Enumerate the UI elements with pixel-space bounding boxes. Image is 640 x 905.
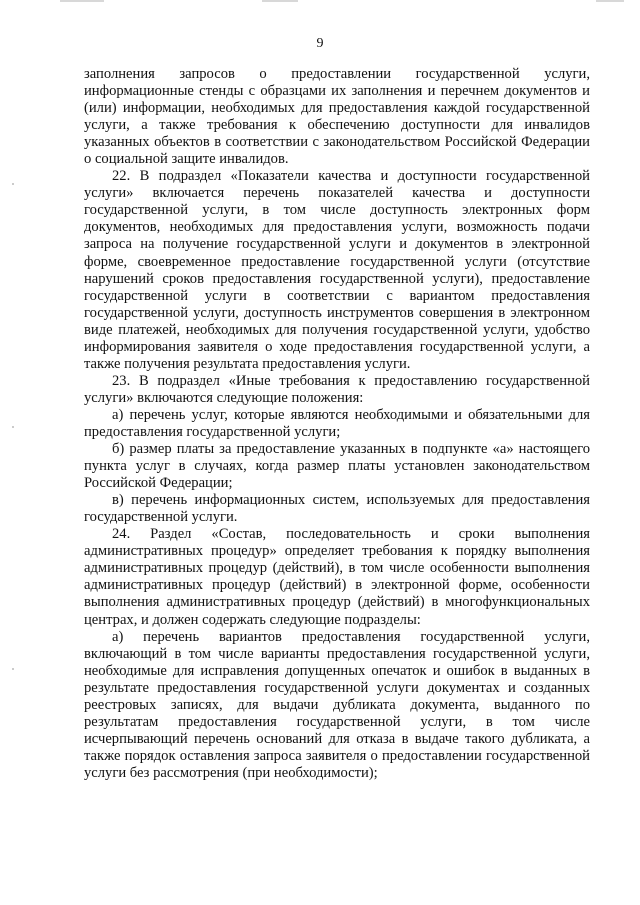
paragraph: 23. В подраздел «Иные требования к предоставлению государственной услуги» включаются следующие положения: — [84, 372, 590, 406]
paragraph: 24. Раздел «Состав, последовательность и сроки выполнения административных процедур» определяет требования к порядку выполнения административных процедур (действий), в том числе особенности выполнения административных процедур (действий) в электронной форме, особенности выполнения административных процедур (действий) в многофункциональных центрах, и должен содержать следующие подразделы: — [84, 526, 590, 628]
page-number: 9 — [316, 36, 324, 51]
paragraph: а) перечень услуг, которые являются необходимыми и обязательными для предоставления государственной услуги; — [84, 406, 590, 440]
paragraph: б) размер платы за предоставление указанных в подпункте «а» настоящего пункта услуг в случаях, когда размер платы установлен законодательством Российской Федерации; — [84, 441, 590, 492]
scan-artifact — [12, 426, 14, 428]
paragraph: а) перечень вариантов предоставления государственной услуги, включающий в том числе варианты предоставления государственной услуги, необходимые для исправления допущенных опечаток и ошибок в выданных в результате предоставления государственной услуги документах и созданных реестровых записях, для выдачи дубликата документа, выданного по результатам предоставления государственной услуги, в том числе исчерпывающий перечень оснований для отказа в выдаче такого дубликата, а также порядок оставления запроса заявителя о предоставлении государственной услуги без рассмотрения (при необходимости); — [84, 628, 590, 781]
scan-artifact — [12, 183, 14, 185]
scan-artifact — [596, 0, 624, 2]
scan-artifact — [262, 0, 298, 2]
scan-artifact — [12, 668, 14, 670]
paragraph: в) перечень информационных систем, используемых для предоставления государственной услуги. — [84, 492, 590, 526]
scan-artifact — [60, 0, 104, 2]
paragraph: заполнения запросов о предоставлении государственной услуги, информационные стенды с образцами их заполнения и перечнем документов и (или) информации, необходимых для предоставления каждой государственной услуги, а также требования к обеспечению доступности для инвалидов указанных объектов в соответствии с законодательством Российской Федерации о социальной защите инвалидов. — [84, 66, 590, 168]
paragraph: 22. В подраздел «Показатели качества и доступности государственной услуги» включается перечень показателей качества и доступности государственной услуги, в том числе доступность электронных форм документов, необходимых для предоставления услуги, возможность подачи запроса на получение государственной услуги и документов в электронной форме, своевременное предоставление государственной услуги (отсутствие нарушений сроков предоставления государственной услуги), предоставление государственной услуги в соответствии с вариантом предоставления государственной услуги, доступность инструментов совершения в электронном виде платежей, необходимых для получения государственной услуги, удобство информирования заявителя о ходе предоставления государственной услуги, а также получения результата предоставления услуги. — [84, 168, 590, 372]
document-body — [84, 66, 590, 782]
